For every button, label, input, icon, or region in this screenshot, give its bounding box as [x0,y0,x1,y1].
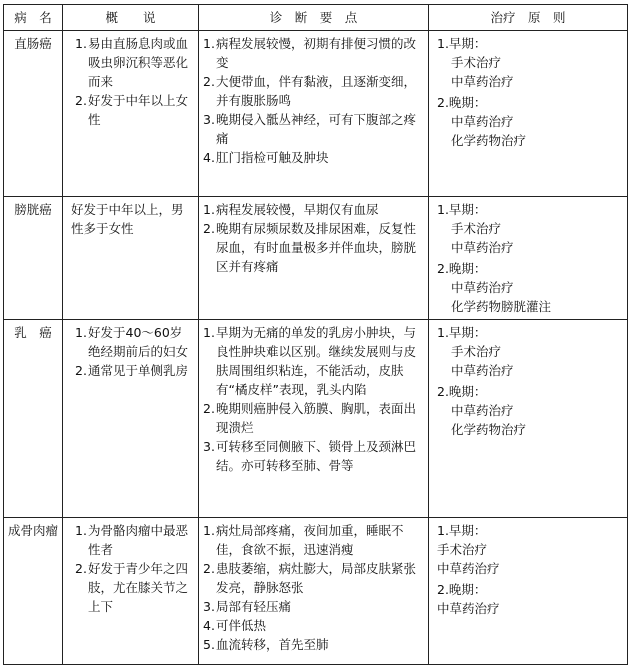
treatment-method: 中草药治疗 [451,240,514,255]
diagnosis-cell [199,31,429,197]
item-number: 4. [203,618,215,633]
item-text: 病灶局部疼痛，夜间加重，睡眠不佳，食欲不振，迅速消瘦 [216,523,404,557]
item-text: 病程发展较慢，早期仅有血尿 [216,202,379,217]
item-text: 好发于青少年之四肢，尤在膝关节之上下 [88,561,189,614]
overview-item [75,361,194,380]
treatment-method: 手术治疗 [451,344,502,359]
table-row [4,320,628,518]
diagnosis-item [203,616,424,635]
disease-name: 乳 癌 [4,320,63,518]
header-overview: 概 说 [63,5,199,31]
item-text: 晚期侵入骶丛神经，可有下腹部之疼痛 [216,112,417,146]
diagnosis-item [203,148,424,167]
treatment-list [433,200,623,316]
treatment-stage: 2.晚期： [437,582,487,597]
diagnosis-item [203,521,424,559]
diagnosis-item [203,559,424,597]
item-number: 5. [203,637,215,652]
treatment-list [433,521,623,618]
treatment-method: 化学药物治疗 [451,422,527,437]
header-treatment: 治疗 原 则 [429,5,628,31]
overview-cell [63,320,199,518]
overview-item [75,559,194,616]
diagnosis-item [203,399,424,437]
table-row [4,31,628,197]
disease-name: 膀胱癌 [4,197,63,320]
treatment-method: 中草药治疗 [451,363,514,378]
item-text: 为骨骼肉瘤中最恶性者 [88,523,189,557]
item-text: 病程发展较慢，初期有排便习惯的改变 [216,36,417,70]
overview-item [75,91,194,129]
item-number: 2. [75,363,87,378]
treatment-stage: 1.早期： [437,36,487,51]
diagnosis-cell [199,518,429,665]
overview-cell [63,518,199,665]
item-text: 晚期则癌肿侵入筋膜、胸肌，表面出现溃烂 [216,401,417,435]
item-number: 1. [203,202,215,217]
treatment-method: 手术治疗 [451,55,502,70]
treatment-method: 手术治疗 [451,221,502,236]
item-text: 可转移至同侧腋下、锁骨上及颈淋巴结。亦可转移至肺、骨等 [216,439,417,473]
item-number: 2. [75,561,87,576]
overview-item [75,521,194,559]
table-body [4,31,628,665]
item-text: 通常见于单侧乳房 [88,363,189,378]
diagnosis-item [203,437,424,475]
diagnosis-list [203,34,424,167]
diagnosis-item [203,72,424,110]
item-text: 血流转移，首先至肺 [216,637,329,652]
item-number: 3. [203,439,215,454]
overview-item [75,34,194,91]
overview-list [67,34,194,129]
item-number: 2. [203,401,215,416]
treatment-list [433,34,623,150]
item-number: 4. [203,150,215,165]
item-number: 1. [75,523,87,538]
item-text: 早期为无痛的单发的乳房小肿块，与良性肿块难以区别。继续发展则与皮肤周围组织粘连，不能活动，皮肤有“橘皮样”表现，乳头内陷 [216,325,417,397]
item-text: 晚期有尿频尿数及排尿困难，反复性尿血，有时血量极多并伴血块，膀胱区并有疼痛 [216,221,417,274]
disease-name: 成骨肉瘤 [4,518,63,665]
treatment-stage: 1.早期： [437,202,487,217]
treatment-method: 中草药治疗 [437,601,500,616]
header-diagnosis: 诊 断 要 点 [199,5,429,31]
treatment-method: 化学药物治疗 [451,133,527,148]
overview-cell [63,197,199,320]
overview-text: 好发于中年以上，男性多于女性 [71,202,184,236]
treatment-cell [429,31,628,197]
diagnosis-item [203,219,424,276]
diagnosis-item [203,635,424,654]
item-number: 1. [75,36,87,51]
treatment-method: 化学药物膀胱灌注 [451,299,552,314]
item-text: 好发于40～60岁绝经期前后的妇女 [88,325,189,359]
diagnosis-item [203,34,424,72]
overview-list [67,323,194,380]
diagnosis-cell [199,197,429,320]
item-number: 3. [203,599,215,614]
item-text: 易由直肠息肉或血吸虫卵沉积等恶化而来 [88,36,189,89]
treatment-stage: 2.晚期： [437,95,487,110]
overview-cell [63,31,199,197]
disease-name: 直肠癌 [4,31,63,197]
header-disease-name: 病 名 [4,5,63,31]
treatment-cell [429,518,628,665]
treatment-stage: 1.早期： [437,325,487,340]
treatment-stage: 2.晚期： [437,384,487,399]
item-number: 2. [203,221,215,236]
item-number: 2. [203,74,215,89]
table-row [4,518,628,665]
diagnosis-item [203,110,424,148]
diagnosis-cell [199,320,429,518]
diagnosis-list [203,200,424,276]
diagnosis-item [203,323,424,399]
treatment-cell [429,197,628,320]
item-text: 局部有轻压痛 [216,599,292,614]
treatment-stage: 1.早期： [437,523,487,538]
treatment-stage: 2.晚期： [437,261,487,276]
item-number: 2. [75,93,87,108]
treatment-cell [429,320,628,518]
treatment-method: 手术治疗 [437,542,488,557]
item-number: 3. [203,112,215,127]
overview-item [75,323,194,361]
diagnosis-list [203,323,424,475]
item-text: 大便带血，伴有黏液，且逐渐变细，并有腹胀肠鸣 [216,74,417,108]
item-number: 1. [203,325,215,340]
item-text: 好发于中年以上女性 [88,93,189,127]
item-number: 1. [75,325,87,340]
header-row [4,5,628,31]
treatment-method: 中草药治疗 [451,403,514,418]
item-text: 患肢萎缩，病灶膨大，局部皮肤紧张发亮，静脉怒张 [216,561,417,595]
treatment-method: 中草药治疗 [437,561,500,576]
item-number: 2. [203,561,215,576]
treatment-method: 中草药治疗 [451,114,514,129]
diagnosis-item [203,200,424,219]
diagnosis-item [203,597,424,616]
treatment-method: 中草药治疗 [451,280,514,295]
overview-list [67,521,194,616]
treatment-method: 中草药治疗 [451,74,514,89]
table-row [4,197,628,320]
item-number: 1. [203,36,215,51]
treatment-list [433,323,623,439]
item-text: 可伴低热 [216,618,267,633]
diagnosis-list [203,521,424,654]
disease-table [3,4,628,665]
item-number: 1. [203,523,215,538]
item-text: 肛门指检可触及肿块 [216,150,329,165]
